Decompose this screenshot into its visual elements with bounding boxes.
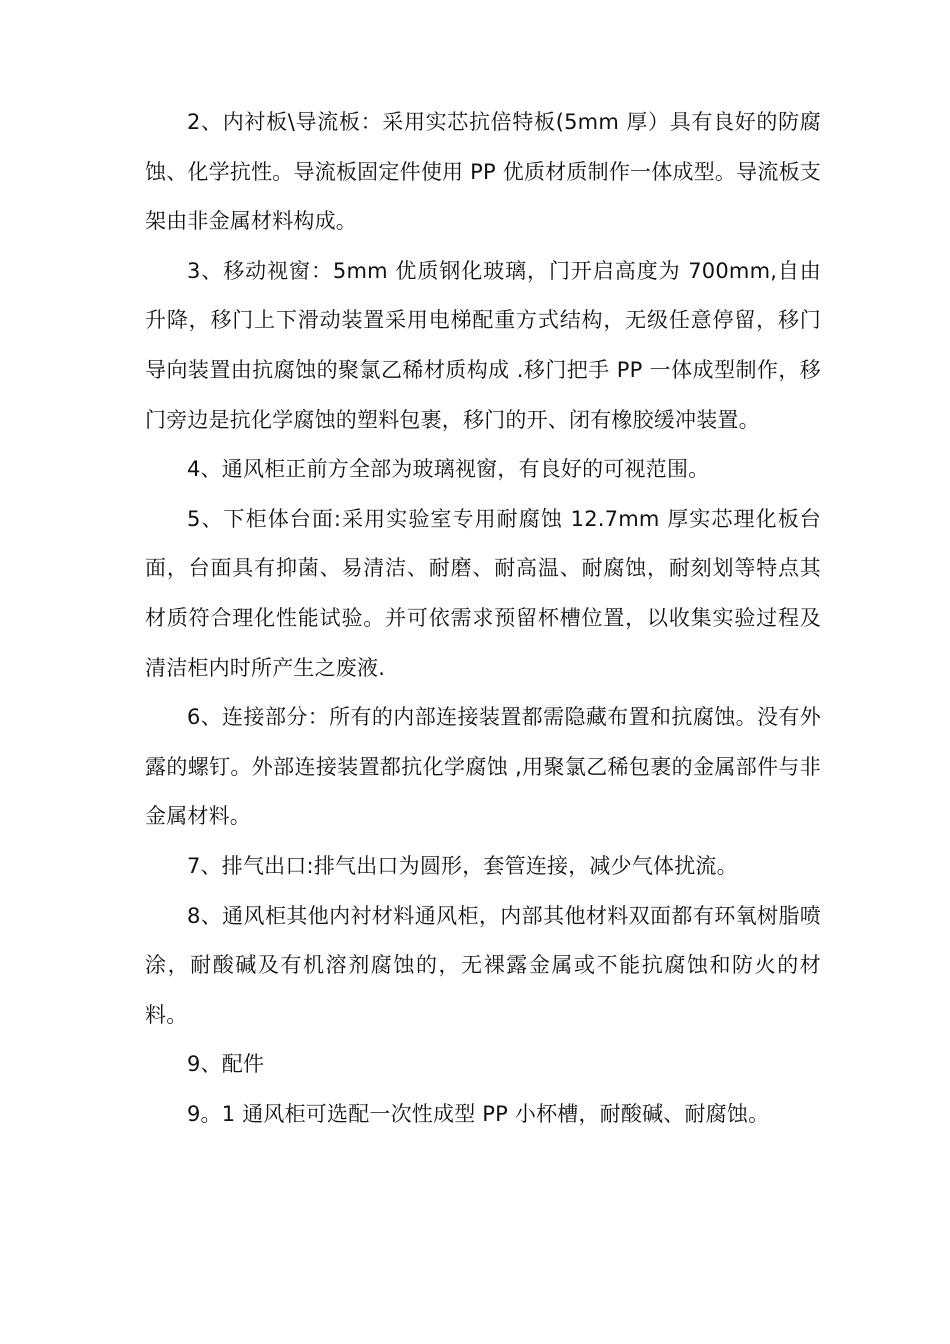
document-body (145, 98, 821, 1139)
paragraph-item-9-heading: 9、配件 (187, 1052, 265, 1077)
paragraph-item-7: 7、排气出口:排气出口为圆形，套管连接，减少气体扰流。 (187, 853, 738, 878)
paragraph-item-2: 2、内衬板\导流板：采用实芯抗倍特板(5mm 厚）具有良好的防腐蚀、化学抗性。导流板固定件使用 PP 优质材质制作一体成型。导流板支架由非金属材料构成。 (145, 110, 821, 234)
paragraph-item-6: 6、连接部分：所有的内部连接装置都需隐藏布置和抗腐蚀。没有外露的螺钉。外部连接装置都抗化学腐蚀 ,用聚氯乙稀包裹的金属部件与非金属材料。 (145, 705, 821, 829)
paragraph-item-9-1: 9。1 通风柜可选配一次性成型 PP 小杯槽，耐酸碱、耐腐蚀。 (187, 1101, 770, 1126)
paragraph-item-3: 3、移动视窗：5mm 优质钢化玻璃，门开启高度为 700mm,自由升降，移门上下滑动装置采用电梯配重方式结构，无级任意停留，移门导向装置由抗腐蚀的聚氯乙稀材质构成 .移门把手 PP 一体成型制作，移门旁边是抗化学腐蚀的塑料包裹，移门的开、闭有橡胶缓冲装置。 (145, 258, 821, 432)
paragraph-item-5: 5、下柜体台面:采用实验室专用耐腐蚀 12.7mm 厚实芯理化板台面，台面具有抑菌、易清洁、耐磨、耐高温、耐腐蚀，耐刻划等特点其材质符合理化性能试验。并可依需求预留杯槽位置，以收集实验过程及清洁柜内时所产生之废液. (145, 506, 821, 680)
paragraph-item-4: 4、通风柜正前方全部为玻璃视窗，有良好的可视范围。 (187, 457, 710, 482)
paragraph-item-8: 8、通风柜其他内衬材料通风柜，内部其他材料双面都有环氧树脂喷涂，耐酸碱及有机溶剂腐蚀的，无裸露金属或不能抗腐蚀和防火的材料。 (145, 903, 821, 1027)
